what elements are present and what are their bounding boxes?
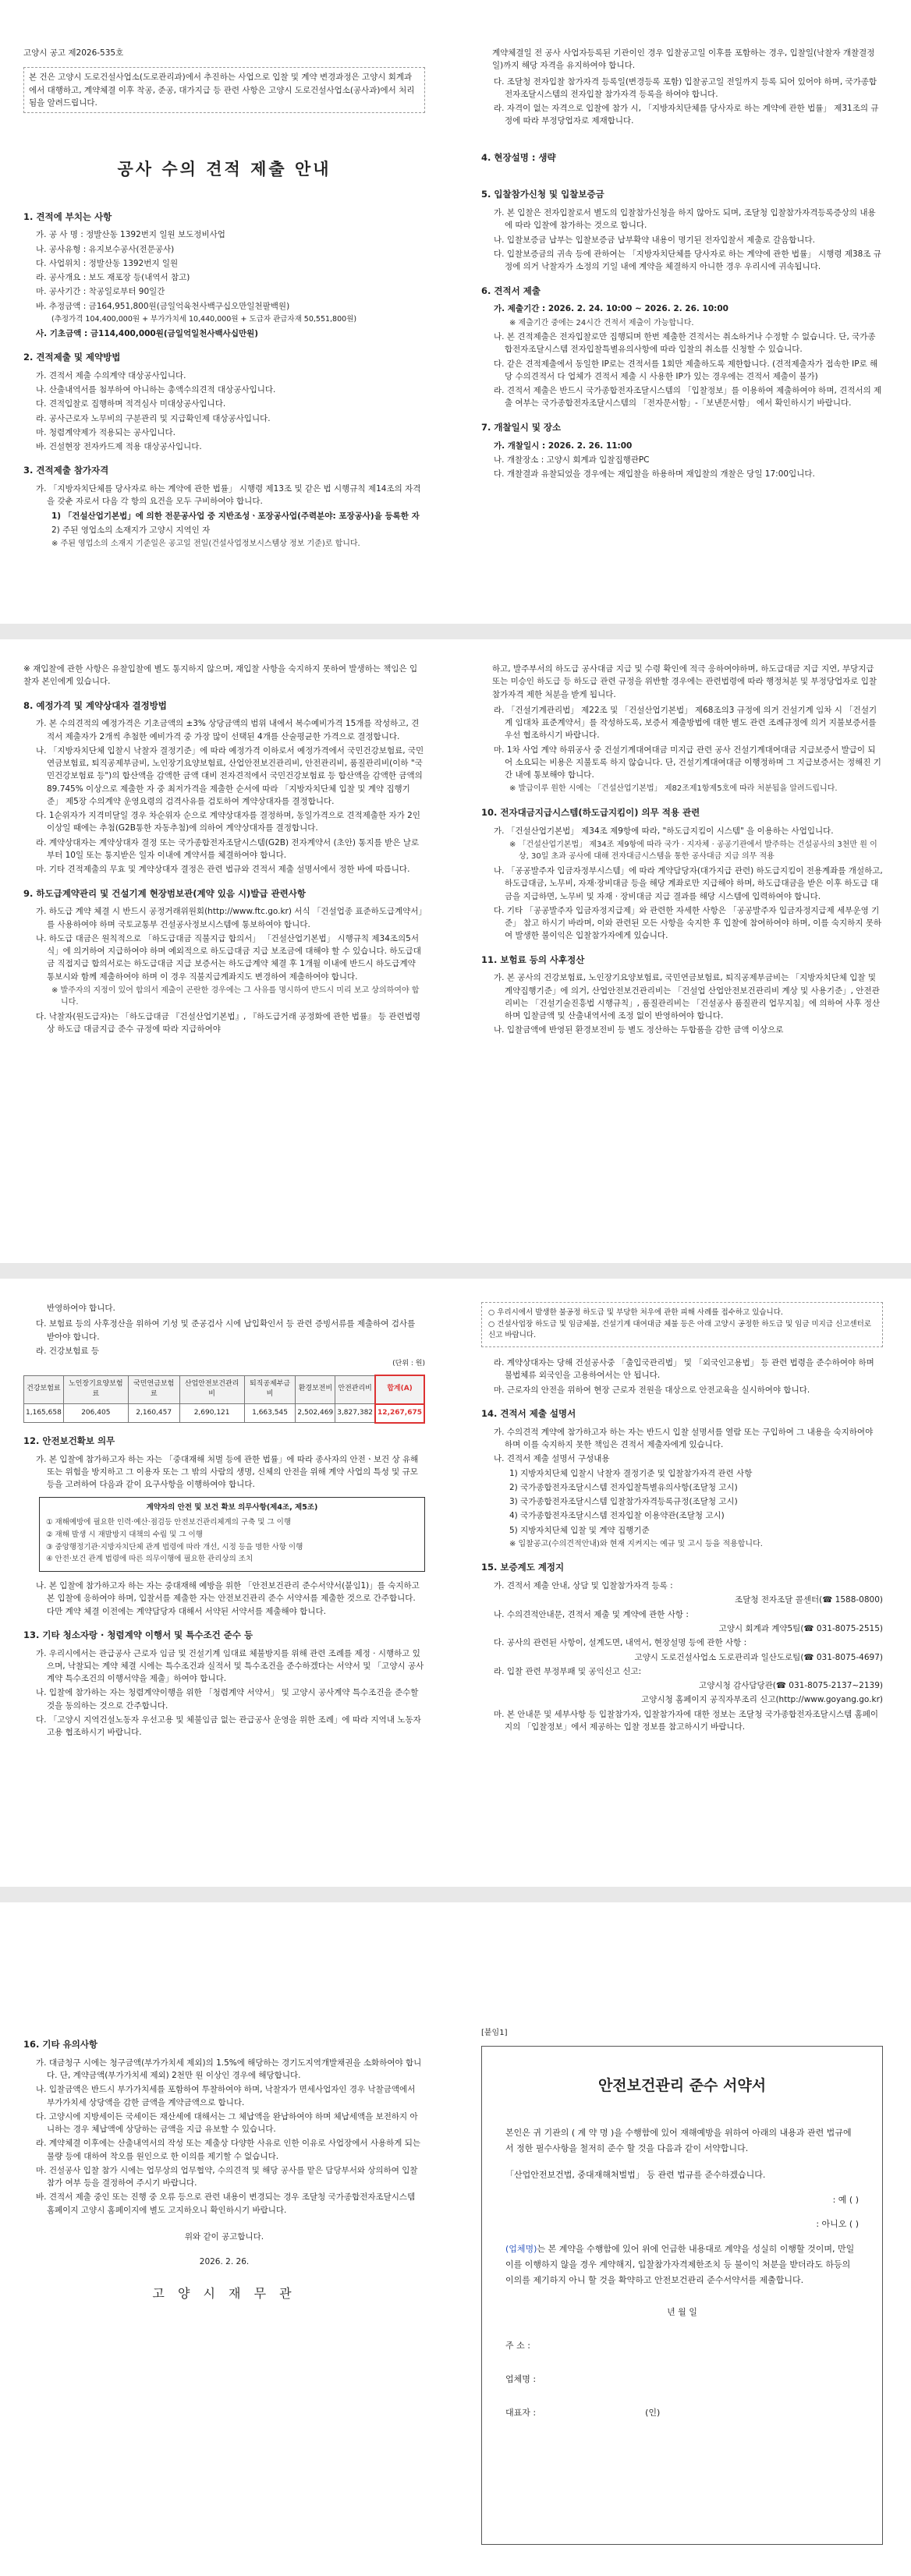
issuer-signature: 고 양 시 재 무 관 [152, 2285, 296, 2301]
s10-item: 나. 「공공발주자 입금자정부시스템」에 따라 계약담당자(대가지급 관련) 하도급지킴이 전용계좌를 개설하고, 하도급대금, 노무비, 자재·장비대금 등을 해당 계좌로만 지급해야 하며, 하도급대금을 받은 이후 하도급 대금을 지급하면, 노무비 및 자재 · 장비대금 지급 결과를 해당 시스템에 입력하여야 합니다. [494, 865, 883, 901]
page-3 [0, 1286, 911, 1879]
pledge-law-statement: 「산업안전보건법, 중대재해처벌법」 등 관련 법규를 준수하겠습니다. [505, 2169, 766, 2180]
page-2-left-column [23, 663, 425, 1037]
s3-item: 1) 「건설산업기본법」에 의한 전문공사업 중 지반조성ㆍ포장공사업(주력분야: 포장공사)을 등록한 자 [51, 511, 420, 521]
s13-item: 나. 입찰에 참가하는 자는 청렴계약이행을 위한 「청렴계약 서약서」 및 고양시 공사계약 특수조건을 준수할 것을 동의하는 것으로 간주합니다. [36, 1688, 419, 1711]
s9-item: 나. 하도급 대금은 원칙적으로 「하도급대금 직불지급 합의서」 「건설산업기본법」 시행규칙 제34조의5서식」에 의거하여 지급하여야 하며 예외적으로 하도급대금 지급 보조금에 대해야 할 수 있습니다. 하도급대금 직접지급 합의서로는 하도급대금 지급 보증서는 하도급계약 체결 후 1개월 이내에 반드시 하도급계약 통보시와 함께 제출하여야 하며 이 경우 직불지급계좌지도 변경하여 제출하여야 합니다. [36, 933, 421, 982]
company-name-placeholder: (업체명) [505, 2244, 537, 2255]
s3-item: 가. 「지방자치단체를 당사자로 하는 계약에 관한 법률」 시행령 제13조 및 같은 법 시행규칙 제14조의 자격을 갖춘 자로서 다음 각 항의 요건을 모두 구비하여야 합니다. [36, 484, 421, 507]
section-1-heading: 1. 견적에 부치는 사항 [23, 211, 112, 222]
s5-item: 나. 입찰보증금 납부는 입찰보증금 납부확약 내용이 명기된 전자입찰서 제출로 갈음합니다. [494, 235, 816, 245]
page-1-left-column [23, 47, 425, 552]
page-3-right-column [481, 1302, 883, 1735]
s14-item: 3) 국가종합전자조달시스템 입찰참가자격등록규정(조달청 고시) [509, 1497, 738, 1507]
insurance-table [23, 1375, 425, 1424]
safety-box-line: ③ 중앙행정기관·지방자치단체 관계 법령에 따라 개선, 시정 등을 명한 사항 이행 [46, 1542, 303, 1552]
section-9-heading: 9. 하도급계약관리 및 건설기계 현장범보관(계약 있음 시)발급 관련사항 [23, 887, 306, 899]
s16-item: 나. 입찰금액은 반드시 부가가치세를 포함하여 투찰하여야 하며, 낙찰자가 면세사업자인 경우 낙찰금액에서 부가가치세 상당액을 감한 금액을 계약금액으로 합니다. [36, 2085, 416, 2107]
s13-item: 마. 근로자의 안전을 위하여 현장 근로자 전원을 대상으로 안전교육을 실시하여야 합니다. [494, 1385, 810, 1395]
s8-item: 다. 1순위자가 지격미달일 경우 차순위자 순으로 계약상대자를 결정하며, 동일가격으로 견적제출한 자가 2인 이상일 때에는 추첨(G2B통한 자동추첨)에 의하여 계약상대자를 결정합니다. [36, 811, 420, 833]
s8-item: 나. 「지방자치단체 입찰시 낙찰자 결정기준」에 따라 예정가격 이하로서 예정가격에서 국민건강보험료, 국민연금보험료, 퇴직공제부금비, 노인장기요양보험료, 산업안전보건관리비, 안전관리비, 품질관리비(이하 "국민건강보험료 등")의 합산액을 감액한 금액 대비 전자견적에서 국민건강보험료 등 합산액을 감액한 금액의 89.745% 이상으로 제출한 자 중 최저가격을 제출한 순서에 따라 「지방자치단체 입찰 및 계약 집행기준」 제5장 수의계약 운영요령의 검격사유를 검토하여 계약상대자를 결정합니다. [36, 745, 424, 806]
table-header: 산업안전보건관리비 [179, 1375, 244, 1404]
safety-box-line: ① 재해예방에 필요한 인력·예산·점검등 안전보건관리체계의 구축 및 그 이행 [46, 1518, 292, 1527]
table-header-row [24, 1375, 425, 1404]
page-1-right-column [481, 47, 883, 482]
s11-item: 다. 보험료 등의 사후정산을 위하여 기성 및 준공검사 시에 납입확인서 등 관련 증빙서류를 제출하여 검사를 받아야 합니다. [36, 1319, 416, 1342]
table-cell: 2,690,121 [179, 1404, 244, 1423]
table-header: 국민연금보험료 [128, 1375, 179, 1404]
s15-item: 마. 본 안내문 및 세부사항 등 입찰참가자, 입찰참가자에 대한 정보는 조달청 국가종합전자조달시스템 홈페이지의 「입찰정보」에서 제공하는 입찰 정보를 참고하시기 바랍니다. [494, 1709, 879, 1732]
s12-item: 나. 본 입찰에 참가하고자 하는 자는 중대재해 예방을 위한 「안전보건관리 준수서약서(붙임1)」를 숙지하고 본 입찰에 응하여야 하며, 입찰서를 제출한 자는 안전보건관리 준수 서약서를 제출한 것으로 간주합니다. 다만 계약 체결 이전에는 계약담당자 대해서 서약된 서약서를 제출해야 합니다. [36, 1581, 420, 1616]
s6-item: 다. 같은 견적제출에서 동일한 IP로는 견적서를 1회만 제출하도록 제한합니다. (견적제출자가 접속한 IP로 해당 수의견적서 다 업체가 견적서 제출 시 사용한 IP가 있는 경우에는 견적서 제출이 불가) [494, 359, 878, 381]
s13-item: 다. 「고양시 지역건설노동자 우선고용 및 체불임금 없는 관급공사 운영을 위한 조례」에 따라 지역내 노동자 고용 협조하시기 바랍니다. [36, 1714, 421, 1738]
notice-date: 2026. 2. 26. [199, 2257, 250, 2267]
s11-item: 라. 건강보험료 등 [36, 1346, 100, 1356]
s9-item: 가. 하도급 계약 체결 시 반드시 공정거래위원회(http://www.ftc.go.kr) 서식 「건설업종 표준하도급계약서」를 사용하여야 하며 국토교통부 건설공사정보시스템에 통보하여야 합니다. [36, 907, 423, 929]
s11-item: 가. 본 공사의 건강보험료, 노인장기요양보험료, 국민연금보험료, 퇴직공제부금비는 「지방자치단체 입찰 및 계약집행기준」에 의거, 산업안전보건관리비는 「건설업 산업안전보건관리비 계상 및 사용기준」, 안전관리비는 「건설기술진흥법 시행규칙」, 품질관리비는 「건설공사 품질관리 업무지침」에 의하여 사후 정산하며 입찰금액 및 산출내역서에 조정 없이 반영하여야 합니다. [494, 973, 881, 1021]
notice-reference-number: 고양시 공고 제2026-535호 [23, 48, 124, 58]
contact-line: 고양시 도로건설사업소 도로관리과 일산도로팀(☎ 031-8075-4697) [634, 1652, 883, 1662]
s10-note: ※ 「건설산업기본법」 제34조 제9항에 따라 국가 · 지자체 · 공공기관에서 발주하는 건설공사의 3천만 원 이상, 30일 초과 공사에 대해 전자대금시스템을 통한 공사대금 지급 의무 적용 [509, 840, 877, 862]
safety-box-line: ④ 안전·보건 관계 법령에 따른 의무이행에 필요한 관리상의 조치 [46, 1555, 253, 1564]
seal-mark: (인) [645, 2407, 661, 2418]
table-header: 건강보험료 [24, 1375, 64, 1404]
section-13-heading: 13. 기타 청소자랑 · 청렴계약 이행서 및 특수조건 준수 등 [23, 1629, 253, 1640]
pledge-commitment [505, 2242, 859, 2288]
page-4-right-column [481, 2027, 883, 2545]
pledge-address-field[interactable]: 주 소 : [505, 2340, 530, 2351]
s3-item: 라. 자격이 없는 자격으로 입찰에 참가 시, 「지방자치단체를 당사자로 하는 계약에 관한 법률」 제31조의 규정에 따라 부정당업자로 제재합니다. [494, 104, 879, 126]
pledge-no-check[interactable]: : 아니오 ( ) [816, 2219, 859, 2230]
table-header: 안전관리비 [335, 1375, 375, 1404]
safety-obligations-box [39, 1497, 425, 1572]
s14-item: 5) 지방자치단체 입찰 및 계약 집행기준 [509, 1525, 650, 1535]
report-notice-box: ○ 우리시에서 발생한 불공정 하도급 및 부당한 처우에 관한 피해 사례를 접수하고 있습니다. ○ 건설사업장 하도급 및 임금체불, 건설기계 대여대금 체불 등은 아래 고양시 공정한 하도급 및 임금 미지급 신고센터로 신고 바랍니다. [481, 1302, 883, 1347]
s16-item: 다. 고양시에 지방세이든 국세이든 재산세에 대해서는 그 체납액을 완납하여야 하며 체납세액을 보전하지 아니하는 경우 체납액에 상당하는 금액을 지급 유보할 수 있습니다. [36, 2111, 418, 2135]
s9-item: 다. 낙찰자(원도급자)는 「하도급대금 『건설산업기본법』, 『하도급거래 공정화에 관한 법률』 등 관련법령상 하도급 대금지급 준수 규정에 따라 지급하여야 [36, 1011, 420, 1035]
s15-item: 가. 견적서 제출 안내, 상담 및 입찰참가자격 등록 : [494, 1581, 673, 1591]
s1-item: 마. 공사기간 : 착공일로부터 90일간 [36, 287, 165, 297]
pledge-representative-field[interactable] [505, 2406, 859, 2419]
s2-item: 나. 산출내역서를 첨부하여 아니하는 총액수의견적 대상공사입니다. [36, 385, 276, 395]
table-header: 퇴직공제부금비 [244, 1375, 296, 1404]
pledge-company-field[interactable]: 업체명 : [505, 2373, 537, 2384]
s1-item: 가. 공 사 명 : 정발산동 1392번지 일원 보도정비사업 [36, 230, 225, 240]
s9-item: 라. 「건설기계관리법」 제22조 및 「건설산업기본법」 제68조의3 규정에 의거 건설기계 임차 시 「건설기계 임대차 표준계약서」를 작성하도록, 보증서 제출방법에 대한 별도 관련 조례규정에 의거 지불보증서를 우선 협조하시기 바랍니다. [494, 705, 877, 741]
page-2-right-column [481, 663, 883, 1039]
page-4 [0, 1902, 911, 2576]
s14-item: 1) 지방자치단체 입찰시 낙찰자 결정기준 및 입찰참가자격 관련 사항 [509, 1468, 753, 1478]
s2-item: 바. 건설현장 전자카드제 적용 대상공사입니다. [36, 442, 202, 452]
s7-item: 나. 개찰장소 : 고양시 회계과 입찰집행관PC [494, 455, 650, 465]
s14-item: 2) 국가종합전자조달시스템 전자입찰특별유의사항(조달청 고시) [509, 1482, 738, 1492]
pledge-representative-label: 대표자 : [505, 2407, 537, 2418]
pledge-yes-check[interactable]: : 예 ( ) [832, 2195, 859, 2206]
contact-line: 조달청 전자조달 콜센터(☎ 1588-0800) [735, 1595, 883, 1605]
s12-item: 가. 본 입찰에 참가하고자 하는 자는 「중대재해 처벌 등에 관한 법률」에 따라 종사자의 안전ㆍ보건 상 유해 또는 위험을 방지하고 그 이용자 또는 그 밖의 사람의 생명, 신체의 안전을 위해 계약 사업의 특성 및 규모 등을 고려하여 다음과 같이 요구사항을 이행하여야 합니다. [36, 1454, 419, 1490]
contact-line: 고양시청 감사담당관(☎ 031-8075-2137~2139) [699, 1681, 883, 1691]
section-4-heading: 4. 현장설명 : 생략 [481, 151, 556, 163]
s16-item: 가. 대금청구 시에는 청구금액(부가가치세 제외)의 1.5%에 해당하는 경기도지역개발채권을 소화하여야 합니다. 단, 계약금액(부가가치세 제외) 2천만 원 이상인 경우에 해당합니다. [36, 2058, 422, 2081]
s9-item: 마. 1차 사업 계약 하위공사 중 건설기계대여대금 미지급 관련 공사 건설기계대여대금 지급보증서 발급이 되어 소요되는 비용은 지불토록 하지 않습니다. 단, 건설기계대여대금 이행정하며 그 지급보증서는 정해진 기간 내에 통보해야 합니다. [494, 745, 881, 780]
s13-item: 라. 계약상대자는 당해 건설공사중 「출입국관리법」 및 「외국인고용법」 등 관련 법령을 준수하여야 하며 불법체류 외국인을 고용하여서는 안 됩니다. [494, 1358, 874, 1381]
s9-note: ※ 발급이루 원한 시에는 「건설산업기본법」 제82조제1항제5호에 따라 처분됨을 알려드립니다. [509, 784, 838, 794]
page-1 [0, 0, 911, 616]
s1-item: 바. 추정금액 : 금164,951,800원(금일억육천사백구십오만일천팔백원) [36, 301, 290, 311]
continued-text: 계약체결일 전 공사 사업자등록된 기관이인 경우 입찰공고일 이후를 포함하는 경우, 입찰일(낙찰자 개찰결정일)까지 해당 자격을 유지하여야 합니다. [492, 48, 875, 71]
s10-item: 다. 기타 「공공발주자 입금자정지급제」와 관련한 자세한 사항은 「공공발주자 입금자정지급제 세부운영 기준」 참고 하시기 바라며, 이와 관련된 모든 사항을 숙지한 후 입찰에 참여하여야 하며, 이를 숙지하지 못하여 발생한 불이익은 입찰참가자에게 있습니다. [494, 905, 882, 941]
page-4-left-column [23, 2027, 425, 2303]
s3-item: 2) 주된 영업소의 소재지가 고양시 지역인 자 [51, 525, 211, 536]
section-15-heading: 15. 보증계도 계정지 [481, 1562, 565, 1573]
s6-item: 나. 본 견적제출은 전자입찰로만 집행되며 한번 제출한 견적서는 취소하거나 수정할 수 없습니다. 단, 국가종합전자조달시스템 전자입찰특별유의사항에 따라 입찰의 취소를 신청할 수 있습니다. [494, 332, 876, 355]
table-cell: 3,827,382 [335, 1404, 375, 1423]
s2-item: 가. 견적서 제출 수의계약 대상공사입니다. [36, 370, 186, 380]
s16-item: 마. 건설공사 입찰 참가 시에는 업무상의 업무협약, 수의견적 및 해당 공사를 맡은 담당부서와 상의하여 입찰참가 여부 등을 결정하여 주시기 바랍니다. [36, 2165, 418, 2189]
section-10-heading: 10. 전자대금지급시스템(하도급지킴이) 의무 적용 관련 [481, 806, 700, 818]
table-cell: 1,165,658 [24, 1404, 64, 1423]
table-cell: 2,502,469 [296, 1404, 335, 1423]
s5-item: 다. 입찰보증금의 귀속 등에 관하여는 「지방자치단체를 당사자로 하는 계약에 관한 법률」 시행령 제38조 규정에 의거 낙찰자가 소정의 기일 내에 계약을 체결하지 아니한 경우 우리시에 귀속됩니다. [494, 249, 881, 272]
pledge-date: 년 월 일 [667, 2306, 697, 2317]
continued-text: ※ 재입찰에 관한 사항은 유찰입찰에 별도 통지하지 않으며, 재입찰 사항을 숙지하지 못하여 발생하는 책임은 입찰자 본인에게 있습니다. [23, 664, 418, 687]
pledge-commitment-text: 는 본 계약을 수행함에 있어 위에 언급한 내용대로 계약을 성실히 이행할 것이며, 만일 이를 이행하지 않을 경우 계약해지, 입찰참가자격제한조치 등 불이익 처분을 받더라도 하등의 이의를 제기하지 아니 할 것을 확약하고 안전보건관리 준수서약서를 제출합니다. [505, 2244, 855, 2286]
s1-item: 나. 공사유형 : 유지보수공사(전문공사) [36, 244, 175, 254]
s1-item: (추정가격 104,400,000원 + 부가가치세 10,440,000원 + 도급자 관급자재 50,551,800원) [51, 315, 357, 324]
s2-item: 마. 청렴계약제가 적용되는 공사입니다. [36, 427, 175, 437]
continued-text: 반영하여야 합니다. [47, 1304, 115, 1313]
table-cell: 1,663,545 [244, 1404, 296, 1423]
table-unit: (단위 : 원) [392, 1360, 425, 1368]
s14-note: ※ 입찰공고(수의견적안내)와 현재 지켜지는 예규 및 고시 등을 적용합니다. [509, 1539, 763, 1548]
section-2-heading: 2. 견적제출 및 제약방법 [23, 352, 121, 363]
section-3-heading: 3. 견적제출 참가자격 [23, 465, 109, 476]
s16-item: 라. 계약체결 이후에는 산출내역서의 작성 또는 제출상 다양한 사유로 인한 이유로 사업장에서 사용하게 되는 물량 등에 대하여 착오를 원인으로 한 이의를 제기할 수 없습니다. [36, 2139, 421, 2161]
safety-box-line: ② 재해 발생 시 재발방지 대책의 수립 및 그 이행 [46, 1530, 203, 1539]
s9-note: ※ 발주자의 지정이 있어 합의서 제출이 곤란한 경우에는 그 사유를 명시하여 반드시 미리 보고 상의하여야 합니다. [51, 985, 420, 1007]
s14-item: 가. 수의견적 계약에 참가하고자 하는 자는 반드시 입찰 설명서를 열람 또는 구입하여 그 내용을 숙지하여야 하며 이를 숙지하지 못한 책임은 견적서 제출자에게 있습니다. [494, 1427, 874, 1450]
section-16-heading: 16. 기타 유의사항 [23, 2039, 98, 2050]
s11-item: 나. 입찰금액에 반영된 환경보전비 등 별도 정산하는 두합품을 감한 금액 이상으로 [494, 1025, 784, 1035]
s6-item: 가. 제출기간 : 2026. 2. 24. 10:00 ~ 2026. 2. 26. 10:00 [494, 304, 728, 314]
safety-box-title: 계약자의 안전 및 보건 확보 의무사항(제4조, 제5조) [146, 1503, 318, 1513]
table-header: 환경보전비 [296, 1375, 335, 1404]
document-title: 공사 수의 견적 제출 안내 [117, 159, 331, 179]
page-separator [0, 1263, 911, 1279]
s3-item: 다. 조달청 전자입찰 참가자격 등록일(변경등록 포함) 입찰공고일 전일까지 등록 되어 있어야 하며, 국가종합전자조달시스템의 전자입찰 참가자격 등록을 하여야 합니다. [494, 76, 877, 99]
s16-item: 바. 견적서 제출 중인 또는 진행 중 오류 등으로 관련 내용이 변경되는 경우 조달청 국가종합전자조달시스템 홈페이지 고양시 홈페이지에 별도 고지하오니 확인하시기 바랍니다. [36, 2192, 416, 2215]
s14-item: 나. 견적서 제출 설명서 구성내용 [494, 1454, 610, 1464]
s1-item: 사. 기초금액 : 금114,400,000원(금일억일천사백사십만원) [36, 328, 259, 338]
s7-item: 다. 개찰결과 유찰되었을 경우에는 재입찰을 하용하며 재입찰의 개찰은 당일 17:00입니다. [494, 469, 815, 479]
page-3-left-column [23, 1302, 425, 1740]
page-separator [0, 624, 911, 639]
s15-item: 라. 입찰 관련 부정부패 및 공익신고 신고: [494, 1666, 642, 1676]
safety-pledge-form [481, 2046, 883, 2545]
s6-note: ※ 제출기간 중에는 24시간 견적서 제출이 가능합니다. [509, 318, 694, 327]
table-cell: 206,405 [63, 1404, 128, 1423]
section-6-heading: 6. 견적서 제출 [481, 285, 541, 296]
pledge-form-title: 안전보건관리 준수 서약서 [597, 2076, 767, 2094]
s5-item: 가. 본 입찰은 전자입찰로서 별도의 입찰참가신청을 하지 않아도 되며, 조달청 입찰참가자격등록증상의 내용에 따라 입찰에 참가하는 것으로 합니다. [494, 208, 876, 231]
page-2 [0, 647, 911, 1255]
intro-box: 본 건은 고양시 도로건설사업소(도로관리과)에서 추진하는 사업으로 입찰 및 계약 변경과정은 고양시 회계과에서 대행하고, 계약체결 이후 착공, 준공, 대가지급 등 관련 사항은 고양시 도로건설사업소(공사과)에서 처리됨을 알려드립니다. [23, 67, 425, 113]
continued-text: 하고, 발주부서의 하도급 공사대금 지급 및 수령 확인에 적극 응하여야하며, 하도급대금 지급 지연, 부당지급 또는 미승인 하도급 등 하도급 관련 규정을 위반할 경우에는 관련법령에 따라 행정처분 및 부정당업자로 입찰참가자격 제한 처분을 받게 됩니다. [492, 664, 877, 699]
s8-item: 가. 본 수의견적의 예정가격은 기초금액의 ±3% 상당금액의 범위 내에서 복수예비가격 15개를 작성하고, 견적서 제출자가 2개씩 추첨한 예비가격 중 가장 많이 선택된 4개를 산술평균한 가격으로 결정합니다. [36, 719, 420, 741]
s8-item: 마. 기타 견적제출의 무효 및 계약상대자 결정은 관련 법규와 견적서 제출 설명서에서 정한 바에 따릅니다. [36, 865, 410, 875]
s6-item: 라. 견적서 제출은 반드시 국가종합전자조달시스템의 「입찰정보」를 이용하여 제출하여야 하며, 견적서의 제출 여부는 국가종합전자조달시스템의 「전자문서함」-「보낸문서함」 에서 확인하시기 바랍니다. [494, 386, 882, 409]
table-header: 노인장기요양보험료 [63, 1375, 128, 1404]
s7-item: 가. 개찰일시 : 2026. 2. 26. 11:00 [494, 441, 633, 451]
s8-item: 라. 계약상대자는 계약상대자 결정 또는 국가종합전자조달시스템(G2B) 전자계약서 (초안) 통지를 받은 날로부터 10일 또는 통지받은 일자 이내에 계약서를 체결하여야 합니다. [36, 837, 419, 860]
s3-note: ※ 주된 영업소의 소재지 기준일은 공고일 전일(건설사업정보시스템상 정보 기준)로 합니다. [51, 540, 360, 549]
pledge-paragraph: 본인은 귀 기관의 ( 계 약 명 )을 수행함에 있어 재해예방을 위하여 아래의 내용과 관련 법규에서 정한 필수사항을 철저히 준수 할 것을 다음과 같이 서약합니다. [505, 2127, 852, 2153]
s1-item: 다. 사업위치 : 정발산동 1392번지 일원 [36, 258, 179, 268]
s14-item: 4) 국가종합전자조달시스템 전자입찰 이용약관(조달청 고시) [509, 1511, 725, 1521]
contact-line: 고양시 회계과 계약5팀(☎ 031-8075-2515) [718, 1624, 883, 1633]
s13-item: 가. 우리시에서는 관급공사 근로자 임금 및 건설기계 임대료 체불방지를 위해 관련 조례를 제정 · 시행하고 있으며, 낙찰되는 계약 체결 시에는 특수조건과 실적서 및 특수조건을 준수하겠다는 서약서 및 「고양시 공사계약 특수조건의 이행서약을 제출」하여야 합니다. [36, 1648, 424, 1684]
section-7-heading: 7. 개찰일시 및 장소 [481, 421, 562, 433]
contact-link[interactable]: 고양시청 홈페이지 공직자부조리 신고(http://www.goyang.go.kr) [641, 1695, 883, 1705]
table-cell-total: 12,267,675 [375, 1404, 424, 1423]
section-11-heading: 11. 보험료 등의 사후정산 [481, 954, 585, 965]
table-header-total: 합계(A) [375, 1375, 424, 1404]
section-8-heading: 8. 예정가격 및 계약상대자 결정방법 [23, 699, 167, 711]
s1-item: 라. 공사개요 : 보도 재포장 등(내역서 참고) [36, 273, 190, 283]
table-cell: 2,160,457 [128, 1404, 179, 1423]
s10-item: 가. 「건설산업기본법」 제34조 제9항에 따라, "하도급지킴이 시스템" 을 이용하는 사업입니다. [494, 826, 834, 836]
s15-item: 나. 수의견적안내문, 견적서 제출 및 계약에 관한 사항 : [494, 1609, 689, 1619]
section-5-heading: 5. 입찰참가신청 및 입찰보증금 [481, 189, 604, 200]
page-separator [0, 1887, 911, 1902]
attachment-tag: [붙임1] [481, 2029, 508, 2037]
section-14-heading: 14. 견적서 제출 설명서 [481, 1407, 576, 1419]
table-row [24, 1404, 425, 1423]
closing-statement: 위와 같이 공고합니다. [184, 2232, 264, 2242]
section-12-heading: 12. 안전보건확보 의무 [23, 1435, 115, 1446]
s2-item: 라. 공사근로자 노무비의 구분관리 및 지급확인제 대상공사입니다. [36, 413, 271, 423]
s2-item: 다. 견적입찰로 집행하며 적격심사 미대상공사입니다. [36, 399, 226, 409]
s15-item: 다. 공사의 관련된 사항이, 설계도면, 내역서, 현장설명 등에 관한 사항 : [494, 1638, 747, 1648]
